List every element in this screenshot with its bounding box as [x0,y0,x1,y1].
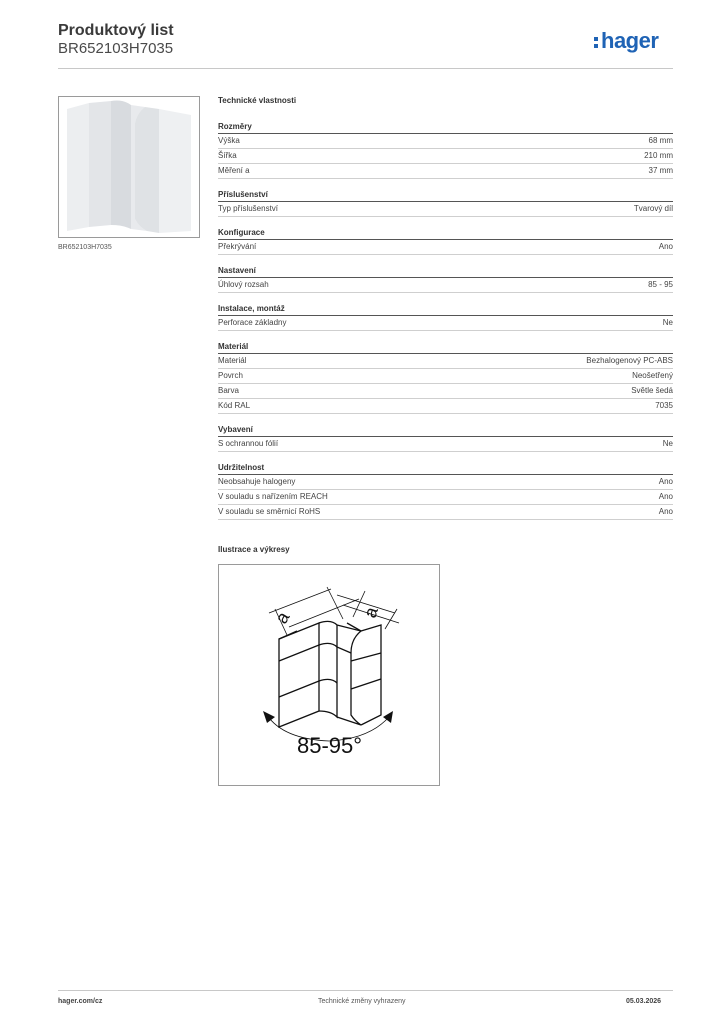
product-image [58,96,200,238]
spec-label: Šířka [218,151,237,160]
spec-value: Ne [662,439,673,448]
spec-group-accessories [218,189,673,217]
spec-group-title: Vybavení [218,425,253,434]
specs-title: Technické vlastnosti [218,96,297,105]
spec-value: Ano [658,492,673,501]
spec-value: Bezhalogenový PC-ABS [586,356,673,365]
technical-drawing [218,564,440,786]
spec-row [218,437,673,452]
spec-group-title: Udržitelnost [218,463,265,472]
spec-value: 85 - 95 [648,280,673,289]
spec-label: Typ příslušenství [218,204,279,213]
spec-label: V souladu se směrnicí RoHS [218,507,321,516]
spec-group-title: Konfigurace [218,228,265,237]
spec-group-title: Příslušenství [218,190,268,199]
header-divider [58,68,673,69]
spec-row [218,134,673,149]
spec-row [218,490,673,505]
spec-group-equipment [218,424,673,452]
spec-row [218,399,673,414]
spec-group-title: Instalace, montáž [218,304,285,313]
product-image-caption: BR652103H7035 [58,244,112,251]
spec-row [218,240,673,255]
product-code: BR652103H7035 [58,40,174,57]
spec-row [218,384,673,399]
spec-label: Překrývání [218,242,257,251]
spec-row [218,369,673,384]
spec-value: Ano [658,242,673,251]
spec-label: V souladu s nařízením REACH [218,492,328,501]
spec-value: Ano [658,477,673,486]
spec-row [218,505,673,520]
spec-label: Barva [218,386,239,395]
dimension-a-label-left: a [271,608,294,627]
spec-row [218,354,673,369]
spec-group-settings [218,265,673,293]
spec-label: Perforace základny [218,318,287,327]
spec-label: Výška [218,136,240,145]
spec-label: Povrch [218,371,243,380]
footer-website-link[interactable]: hager.com/cz [58,998,103,1005]
spec-row [218,475,673,490]
spec-group-title: Materiál [218,342,249,351]
spec-value: Ano [658,507,673,516]
spec-value: Neošetřený [632,371,673,380]
spec-group-dimensions [218,121,673,179]
spec-label: Úhlový rozsah [218,280,269,289]
spec-label: Měření a [218,166,250,175]
spec-value: Světle šedá [631,386,673,395]
hager-logo [594,28,658,54]
footer-divider [58,990,673,991]
spec-row [218,149,673,164]
spec-group-material [218,341,673,414]
corner-piece-drawing-icon [219,565,439,785]
illustration-title: Ilustrace a výkresy [218,545,290,554]
spec-group-sustainability [218,462,673,520]
spec-row [218,278,673,293]
footer-date: 05.03.2026 [626,998,662,1005]
spec-value: Ne [662,318,673,327]
spec-value: 7035 [655,401,673,410]
spec-value: Tvarový díl [633,204,673,213]
product-render-icon [59,97,199,237]
spec-label: Neobsahuje halogeny [218,477,296,486]
angle-label: 85-95° [297,733,363,758]
footer-note: Technické změny vyhrazeny [318,998,406,1005]
spec-label: Materiál [218,356,247,365]
spec-group-configuration [218,227,673,255]
spec-label: Kód RAL [218,401,251,410]
spec-row [218,202,673,217]
logo-dots-icon [594,35,599,49]
spec-value: 37 mm [648,166,673,175]
spec-label: S ochrannou fólií [218,439,279,448]
spec-group-installation [218,303,673,331]
dimension-a-label-right: a [359,604,382,621]
spec-row [218,164,673,179]
page-title: Produktový list [58,22,174,39]
spec-value: 68 mm [648,136,673,145]
spec-value: 210 mm [644,151,673,160]
spec-group-title: Nastavení [218,266,256,275]
spec-group-title: Rozměry [218,122,252,131]
spec-row [218,316,673,331]
technical-specs [218,96,673,530]
logo-text: hager [601,28,659,53]
